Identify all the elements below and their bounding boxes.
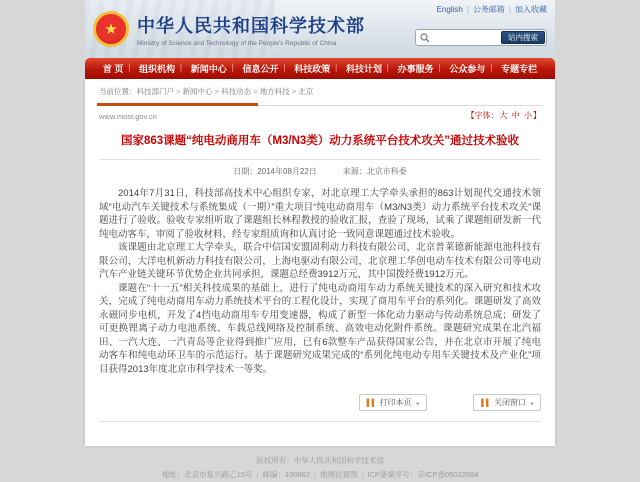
- main-navigation: [85, 58, 555, 79]
- breadcrumb-item-sci-tech-news[interactable]: 科技动态: [221, 87, 252, 96]
- article-date: 2014年08月22日: [257, 167, 317, 177]
- article-paragraph: 该课题由北京理工大学牵头，联合中信国安盟固利动力科技有限公司，北京普莱德新能源电池科技有限公司，大洋电机新动力科技有限公司，上海电驱动有限公司，北京理工华创电动车技术有限公司等电动汽车产业链关键环节优势企业共同承担，课题总经费3912万元，其中国拨经费1912万元。: [99, 242, 541, 281]
- divider: |: [314, 470, 316, 480]
- footer-info-line: [85, 468, 555, 482]
- breadcrumb: [97, 79, 543, 103]
- nav-item-organization[interactable]: | 组织机构: [139, 62, 175, 75]
- footer-postcode: 邮编：100862: [262, 470, 311, 480]
- search-input[interactable]: [430, 31, 501, 44]
- search-icon: [420, 33, 430, 43]
- font-control-prefix: 【字体：: [466, 111, 499, 120]
- nav-item-home[interactable]: 首 页: [102, 64, 124, 74]
- footer-address: 地址：北京市复兴路乙15号: [161, 470, 253, 480]
- nav-item-info-disclosure[interactable]: | 信息公开: [243, 62, 279, 75]
- content-area: [85, 79, 555, 446]
- font-size-large-button[interactable]: 大: [499, 111, 508, 120]
- article-paragraph: 2014年7月31日，科技部高技术中心组织专家，对北京理工大学牵头承担的863计划现代交通技术领域“电动汽车关键技术与系统集成（一期）”重大项目“纯电动商用车（M3/N3类）动力系统平台技术攻关”课题进行了验收。验收专家组听取了课题组长林程教授的验收汇报，查验了现场，试乘了课题组研发新一代纯电动客车，审阅了验收材料，经专家组质询和认真讨论一致同意课题通过技术验收。: [99, 188, 541, 240]
- nav-item-sci-tech-programs[interactable]: | 科技计划: [346, 62, 382, 75]
- content-bottom-padding: [97, 422, 543, 434]
- breadcrumb-item-beijing[interactable]: 北京: [298, 87, 314, 96]
- site-search-button[interactable]: 站内搜索: [501, 31, 545, 44]
- site-title-english: Ministry of Science and Technology of the People's Republic of China: [137, 39, 337, 47]
- nav-item-special-topics[interactable]: | 专题专栏: [501, 62, 537, 75]
- search-box: [415, 29, 547, 46]
- divider: |: [508, 5, 511, 14]
- divider: |: [361, 470, 364, 480]
- divider: |: [256, 470, 259, 480]
- site-footer: [85, 446, 555, 482]
- footer-copyright: 版权所有：中华人民共和国科学技术部: [256, 456, 384, 466]
- topbar-links: [437, 4, 547, 15]
- close-mini-icon: ◂: [529, 401, 533, 408]
- url-fontsize-row: [97, 106, 543, 121]
- footer-map-link[interactable]: 地理位置图: [319, 470, 358, 480]
- page-container: [85, 0, 555, 482]
- article-actions: [97, 376, 543, 417]
- breadcrumb-item-local-sci-tech[interactable]: 地方科技: [259, 87, 290, 96]
- site-url-label: www.most.gov.cn: [99, 112, 157, 121]
- close-window-button[interactable]: ▌▌ 关闭窗口 ◂: [473, 394, 541, 411]
- font-size-medium-button[interactable]: 中: [511, 111, 520, 120]
- site-brand: [93, 11, 365, 47]
- brand-text: [137, 12, 365, 47]
- date-label: 日期：: [233, 167, 258, 177]
- article-body: [97, 187, 543, 376]
- nav-item-sci-tech-policy[interactable]: | 科技政策: [294, 62, 330, 75]
- close-icon: ▌▌: [481, 400, 491, 408]
- national-emblem-logo: ★: [93, 11, 129, 47]
- article-title: 国家863课题“纯电动商用车（M3/N3类）动力系统平台技术攻关”通过技术验收: [120, 135, 520, 147]
- article-source: 北京市科委: [366, 167, 407, 177]
- section-divider: [97, 103, 543, 106]
- source-label: 来源：: [342, 167, 367, 177]
- font-size-control: [467, 110, 541, 121]
- link-add-favorite[interactable]: 加入收藏: [515, 5, 547, 14]
- nav-item-services[interactable]: | 办事服务: [398, 62, 434, 75]
- print-icon: ▌▌: [366, 400, 377, 408]
- breadcrumb-item-news-center[interactable]: 新闻中心: [182, 87, 213, 96]
- link-english[interactable]: English: [436, 5, 463, 14]
- article-paragraph: 课题在“十一五”相关科技成果的基础上，进行了纯电动商用车动力系统关键技术的深入研究和技术攻关，完成了纯电动商用车动力系统技术平台的工程化设计，实现了商用车平台的系列化。课题研发了高效永磁同步电机，开发了4挡电动商用车专用变速器，构成了新型一体化动力驱动与传动系统总成；研发了可更换锂离子动力电池系统、车载总线网络及控制系统、高效电动化附件系统。课题研究成果在北汽福田、一汽大连、一汽青岛等企业得到推广应用，已有6款整车产品获得国家公告，并在北京市开展了纯电动客车和纯电动环卫车的示范运行。基于课题研究成果完成的“系列化纯电动专用车关键技术及产业化”项目获得2013年度北京市科学技术一等奖。: [99, 282, 541, 375]
- footer-icp: ICP备案序号：京ICP备05022684: [367, 470, 479, 480]
- article-meta: [97, 160, 543, 187]
- print-mini-icon: ◂: [415, 401, 419, 408]
- nav-item-public-participation[interactable]: | 公众参与: [449, 62, 485, 75]
- link-official-mail[interactable]: 公务邮箱: [472, 5, 505, 14]
- site-title: 中华人民共和国科学技术部: [137, 15, 365, 36]
- site-header: [85, 0, 555, 58]
- breadcrumb-item-portal[interactable]: 科技部门户: [136, 87, 174, 96]
- nav-item-news-center[interactable]: | 新闻中心: [191, 62, 227, 75]
- font-size-small-button[interactable]: 小: [524, 111, 532, 120]
- font-control-suffix: 】: [533, 111, 541, 120]
- divider: |: [466, 5, 469, 14]
- breadcrumb-label: 当前位置：: [99, 87, 137, 96]
- divider-accent-bar: [97, 103, 258, 106]
- print-page-button[interactable]: ▌▌ 打印本页 ◂: [359, 394, 427, 411]
